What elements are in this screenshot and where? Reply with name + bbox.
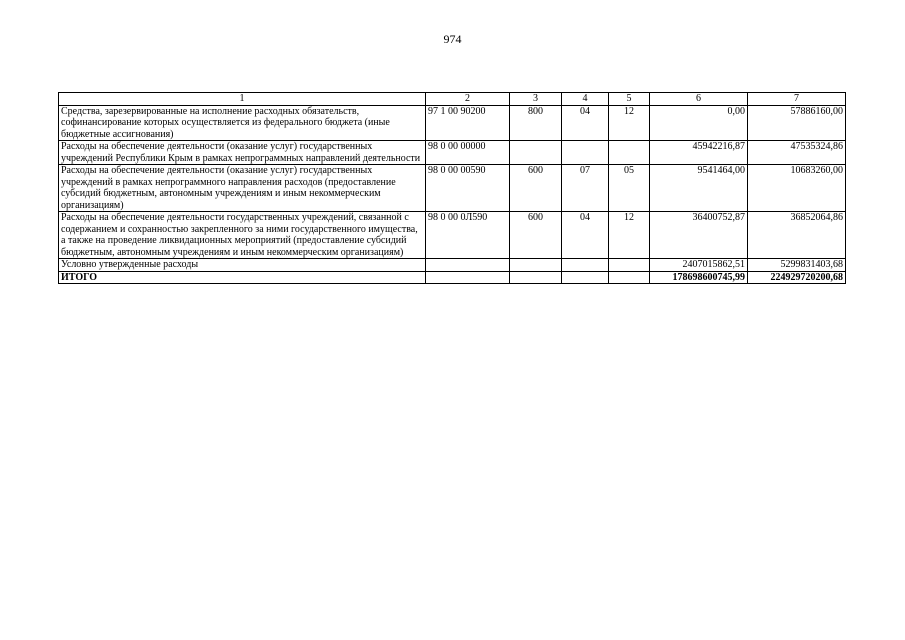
row-sum-year2: 47535324,86 xyxy=(748,141,846,165)
row-subsection xyxy=(609,141,650,165)
table-row xyxy=(59,141,846,165)
row-subsection: 05 xyxy=(609,165,650,212)
table-row xyxy=(59,105,846,141)
row-expense-type: 600 xyxy=(510,165,562,212)
row-expense-type xyxy=(510,259,562,272)
row-name: Условно утвержденные расходы xyxy=(59,259,426,272)
total-row xyxy=(59,271,846,284)
column-header-6: 6 xyxy=(650,93,748,106)
row-subsection: 12 xyxy=(609,105,650,141)
column-header-2: 2 xyxy=(426,93,510,106)
total-empty-cell xyxy=(510,271,562,284)
row-target-article: 98 0 00 00000 xyxy=(426,141,510,165)
row-sum-year1: 9541464,00 xyxy=(650,165,748,212)
row-target-article xyxy=(426,259,510,272)
row-sum-year2: 5299831403,68 xyxy=(748,259,846,272)
column-header-7: 7 xyxy=(748,93,846,106)
table-row xyxy=(59,259,846,272)
total-label: ИТОГО xyxy=(59,271,426,284)
total-empty-cell xyxy=(609,271,650,284)
page-number: 974 xyxy=(443,32,462,46)
row-section: 07 xyxy=(562,165,609,212)
table-row xyxy=(59,165,846,212)
row-sum-year2: 10683260,00 xyxy=(748,165,846,212)
row-sum-year2: 36852064,86 xyxy=(748,212,846,259)
row-name: Расходы на обеспечение деятельности (оказание услуг) государственных учреждений в рамках непрограммного направления расходов (предоставление субсидий бюджетным, автономным учреждениям и иным некоммерческим организациям) xyxy=(59,165,426,212)
row-target-article: 98 0 00 0Л590 xyxy=(426,212,510,259)
total-empty-cell xyxy=(562,271,609,284)
row-section xyxy=(562,141,609,165)
row-section: 04 xyxy=(562,212,609,259)
total-sum-year2: 224929720200,68 xyxy=(748,271,846,284)
column-header-4: 4 xyxy=(562,93,609,106)
row-expense-type xyxy=(510,141,562,165)
column-header-1: 1 xyxy=(59,93,426,106)
row-expense-type: 600 xyxy=(510,212,562,259)
column-header-5: 5 xyxy=(609,93,650,106)
row-name: Расходы на обеспечение деятельности государственных учреждений, связанной с содержанием и сохранностью закрепленного за ними государственного имущества, а также на проведение ликвидационных мероприятий (предоставление субсидий бюджетным, автономным учреждениям и иным некоммерческим организациям) xyxy=(59,212,426,259)
header-row xyxy=(59,93,846,106)
total-empty-cell xyxy=(426,271,510,284)
row-section xyxy=(562,259,609,272)
row-sum-year1: 0,00 xyxy=(650,105,748,141)
budget-table xyxy=(58,92,846,284)
row-sum-year2: 57886160,00 xyxy=(748,105,846,141)
row-name: Средства, зарезервированные на исполнение расходных обязательств, софинансирование которых осуществляется из федерального бюджета (иные бюджетные ассигнования) xyxy=(59,105,426,141)
row-section: 04 xyxy=(562,105,609,141)
row-sum-year1: 36400752,87 xyxy=(650,212,748,259)
row-target-article: 98 0 00 00590 xyxy=(426,165,510,212)
row-target-article: 97 1 00 90200 xyxy=(426,105,510,141)
column-header-3: 3 xyxy=(510,93,562,106)
row-sum-year1: 45942216,87 xyxy=(650,141,748,165)
row-subsection: 12 xyxy=(609,212,650,259)
table-row xyxy=(59,212,846,259)
row-name: Расходы на обеспечение деятельности (оказание услуг) государственных учреждений Республики Крым в рамках непрограммных направлений деятельности xyxy=(59,141,426,165)
total-sum-year1: 178698600745,99 xyxy=(650,271,748,284)
row-subsection xyxy=(609,259,650,272)
row-sum-year1: 2407015862,51 xyxy=(650,259,748,272)
row-expense-type: 800 xyxy=(510,105,562,141)
